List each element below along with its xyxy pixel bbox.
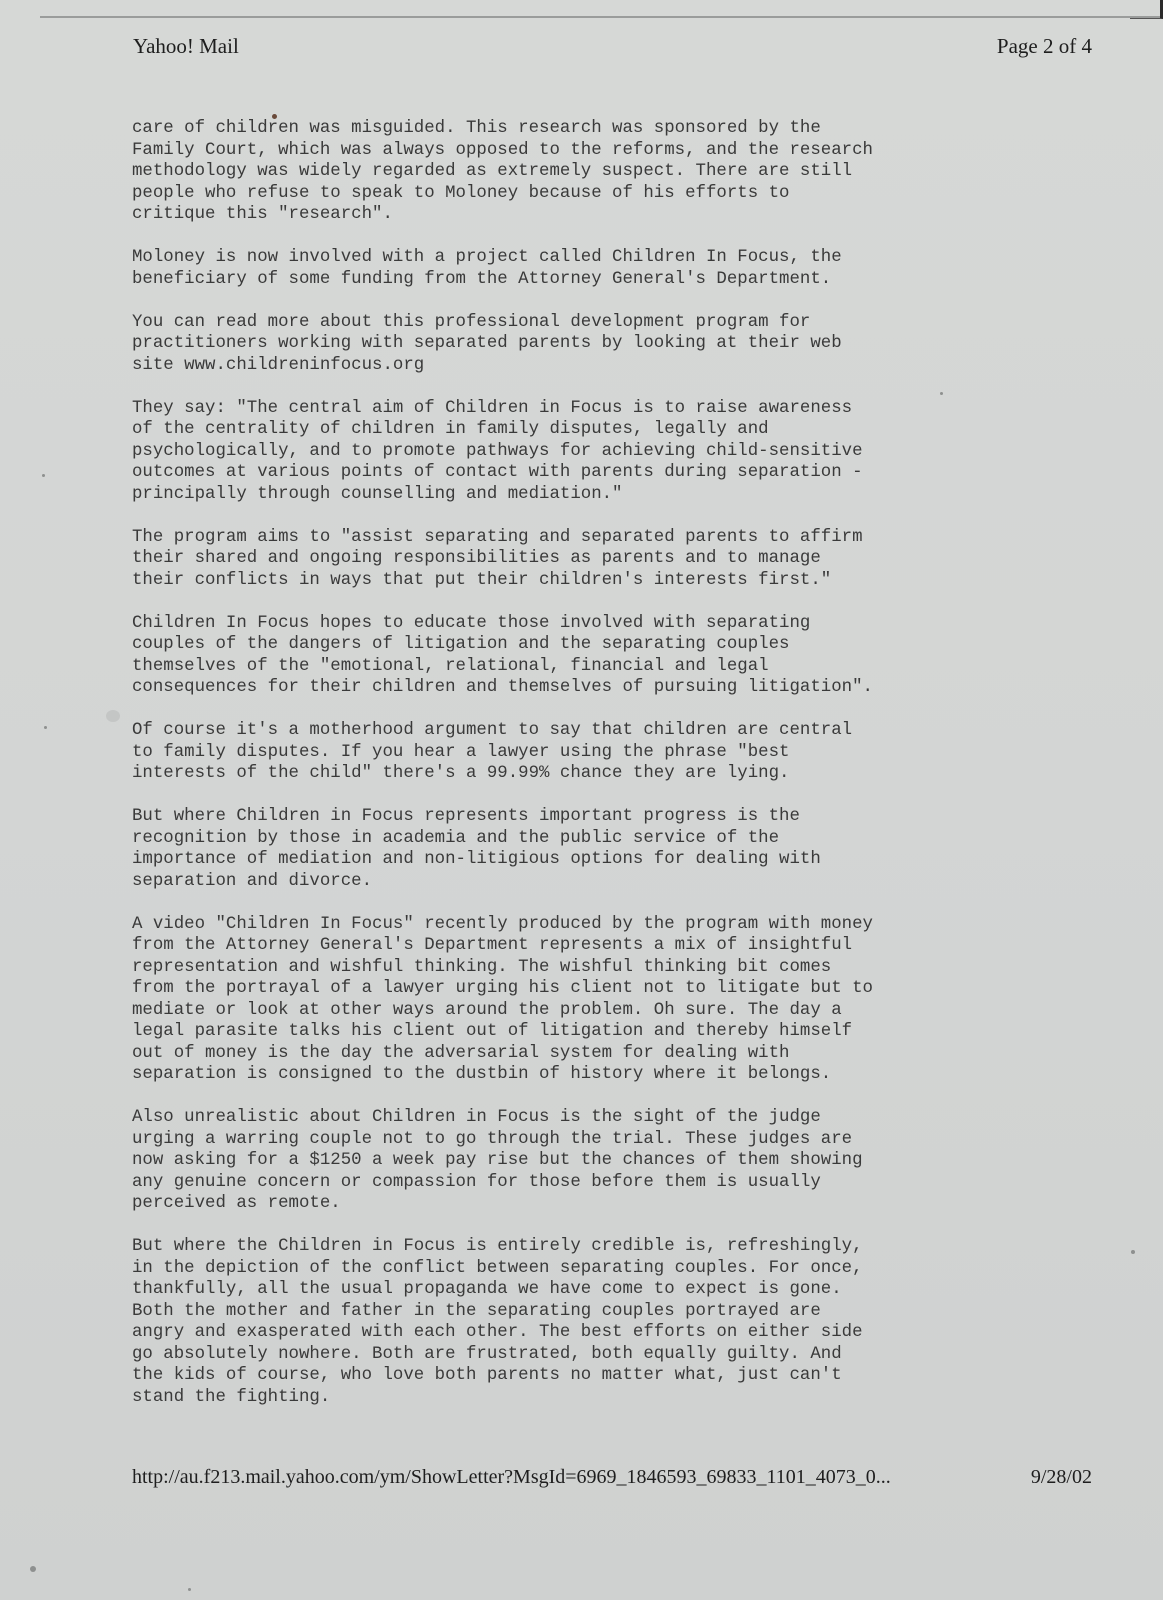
paragraph (132, 247, 1012, 290)
text-line: beneficiary of some funding from the Attorney General's Department. (132, 269, 832, 289)
text-line: couples of the dangers of litigation and the separating couples (132, 635, 790, 654)
scan-speck (1131, 1250, 1135, 1254)
text-line: But where the Children in Focus is entirely credible is, refreshingly, (132, 1237, 863, 1256)
paragraph (132, 527, 1012, 592)
text-line: separation and divorce. (132, 871, 373, 891)
scan-speck (940, 392, 943, 395)
scan-speck (44, 726, 47, 729)
text-line: recognition by those in academia and the public service of the (132, 828, 780, 848)
paragraph (132, 914, 1012, 1086)
text-line: Of course it's a motherhood argument to say that children are central (132, 721, 853, 740)
footer-date: 9/28/02 (1030, 1466, 1092, 1488)
page-corner-edge (1130, 0, 1163, 19)
text-line: out of money is the day the adversarial system for dealing with (132, 1043, 790, 1063)
footer-url: http://au.f213.mail.yahoo.com/ym/ShowLetter?MsgId=6969_1846593_69833_1101_4073_0... (132, 1466, 891, 1488)
text-line: They say: "The central aim of Children in Focus is to raise awareness (132, 398, 853, 418)
paragraph (132, 398, 1012, 506)
scan-speck (188, 1588, 191, 1591)
text-line: people who refuse to speak to Moloney because of his efforts to (132, 183, 790, 203)
letter-body (132, 118, 1012, 1430)
text-line: thankfully, all the usual propaganda we have come to expect is gone. (132, 1280, 842, 1299)
paragraph (132, 806, 1012, 892)
page-top-edge (40, 16, 1163, 18)
text-line: care of children was misguided. This research was sponsored by the (132, 119, 821, 138)
scan-speck (272, 114, 277, 119)
text-line: mediate or look at other ways around the problem. Oh sure. The day a (132, 1000, 842, 1020)
scan-speck (42, 474, 45, 477)
paragraph (132, 1107, 1012, 1215)
text-line: perceived as remote. (132, 1194, 341, 1213)
paragraph (132, 720, 1012, 785)
text-line: Both the mother and father in the separating couples portrayed are (132, 1301, 821, 1321)
paragraph (132, 1236, 1012, 1408)
text-line: But where Children in Focus represents important progress is the (132, 807, 800, 826)
text-line: representation and wishful thinking. The wishful thinking bit comes (132, 957, 832, 977)
text-line: from the portrayal of a lawyer urging his client not to litigate but to (132, 979, 873, 998)
text-line: legal parasite talks his client out of litigation and thereby himself (132, 1022, 853, 1041)
text-line: to family disputes. If you hear a lawyer using the phrase "best (132, 742, 790, 762)
text-line: A video "Children In Focus" recently produced by the program with money (132, 914, 873, 934)
text-line: outcomes at various points of contact with parents during separation - (132, 463, 863, 482)
scan-speck (106, 710, 120, 722)
text-line: from the Attorney General's Department represents a mix of insightful (132, 936, 853, 955)
text-line: in the depiction of the conflict between separating couples. For once, (132, 1258, 863, 1278)
text-line: consequences for their children and themselves of pursuing litigation". (132, 678, 873, 697)
text-line: Moloney is now involved with a project called Children In Focus, the (132, 248, 842, 267)
text-line: methodology was widely regarded as extremely suspect. There are still (132, 162, 853, 181)
paragraph (132, 312, 1012, 377)
text-line: You can read more about this professional development program for (132, 312, 811, 332)
scan-speck (30, 1566, 36, 1572)
text-line: separation is consigned to the dustbin of history where it belongs. (132, 1065, 832, 1084)
text-line: urging a warring couple not to go through the trial. These judges are (132, 1129, 853, 1149)
text-line: critique this "research". (132, 205, 393, 224)
text-line: of the centrality of children in family disputes, legally and (132, 420, 769, 439)
text-line: their conflicts in ways that put their children's interests first." (132, 570, 832, 590)
text-line: principally through counselling and mediation." (132, 484, 623, 504)
text-line: site www.childreninfocus.org (132, 355, 425, 375)
text-line: any genuine concern or compassion for those before them is usually (132, 1172, 821, 1192)
text-line: importance of mediation and non-litigious options for dealing with (132, 850, 821, 869)
text-line: The program aims to "assist separating and separated parents to affirm (132, 527, 863, 547)
text-line: Children In Focus hopes to educate those involved with separating (132, 613, 811, 633)
text-line: go absolutely nowhere. Both are frustrated, both equally guilty. And (132, 1344, 842, 1364)
paragraph (132, 118, 1012, 226)
page-indicator: Page 2 of 4 (996, 34, 1092, 58)
text-line: stand the fighting. (132, 1387, 331, 1407)
text-line: now asking for a $1250 a week pay rise but the chances of them showing (132, 1151, 863, 1170)
text-line: Family Court, which was always opposed to the reforms, and the research (132, 140, 873, 160)
text-line: angry and exasperated with each other. The best efforts on either side (132, 1323, 863, 1342)
text-line: Also unrealistic about Children in Focus is the sight of the judge (132, 1108, 821, 1127)
text-line: the kids of course, who love both parents no matter what, just can't (132, 1366, 842, 1385)
text-line: psychologically, and to promote pathways for achieving child-sensitive (132, 441, 863, 461)
paragraph (132, 613, 1012, 699)
text-line: themselves of the "emotional, relational, financial and legal (132, 656, 769, 676)
app-name: Yahoo! Mail (133, 34, 239, 58)
text-line: their shared and ongoing responsibilities as parents and to manage (132, 549, 821, 568)
text-line: interests of the child" there's a 99.99% chance they are lying. (132, 764, 790, 783)
text-line: practitioners working with separated parents by looking at their web (132, 334, 842, 353)
